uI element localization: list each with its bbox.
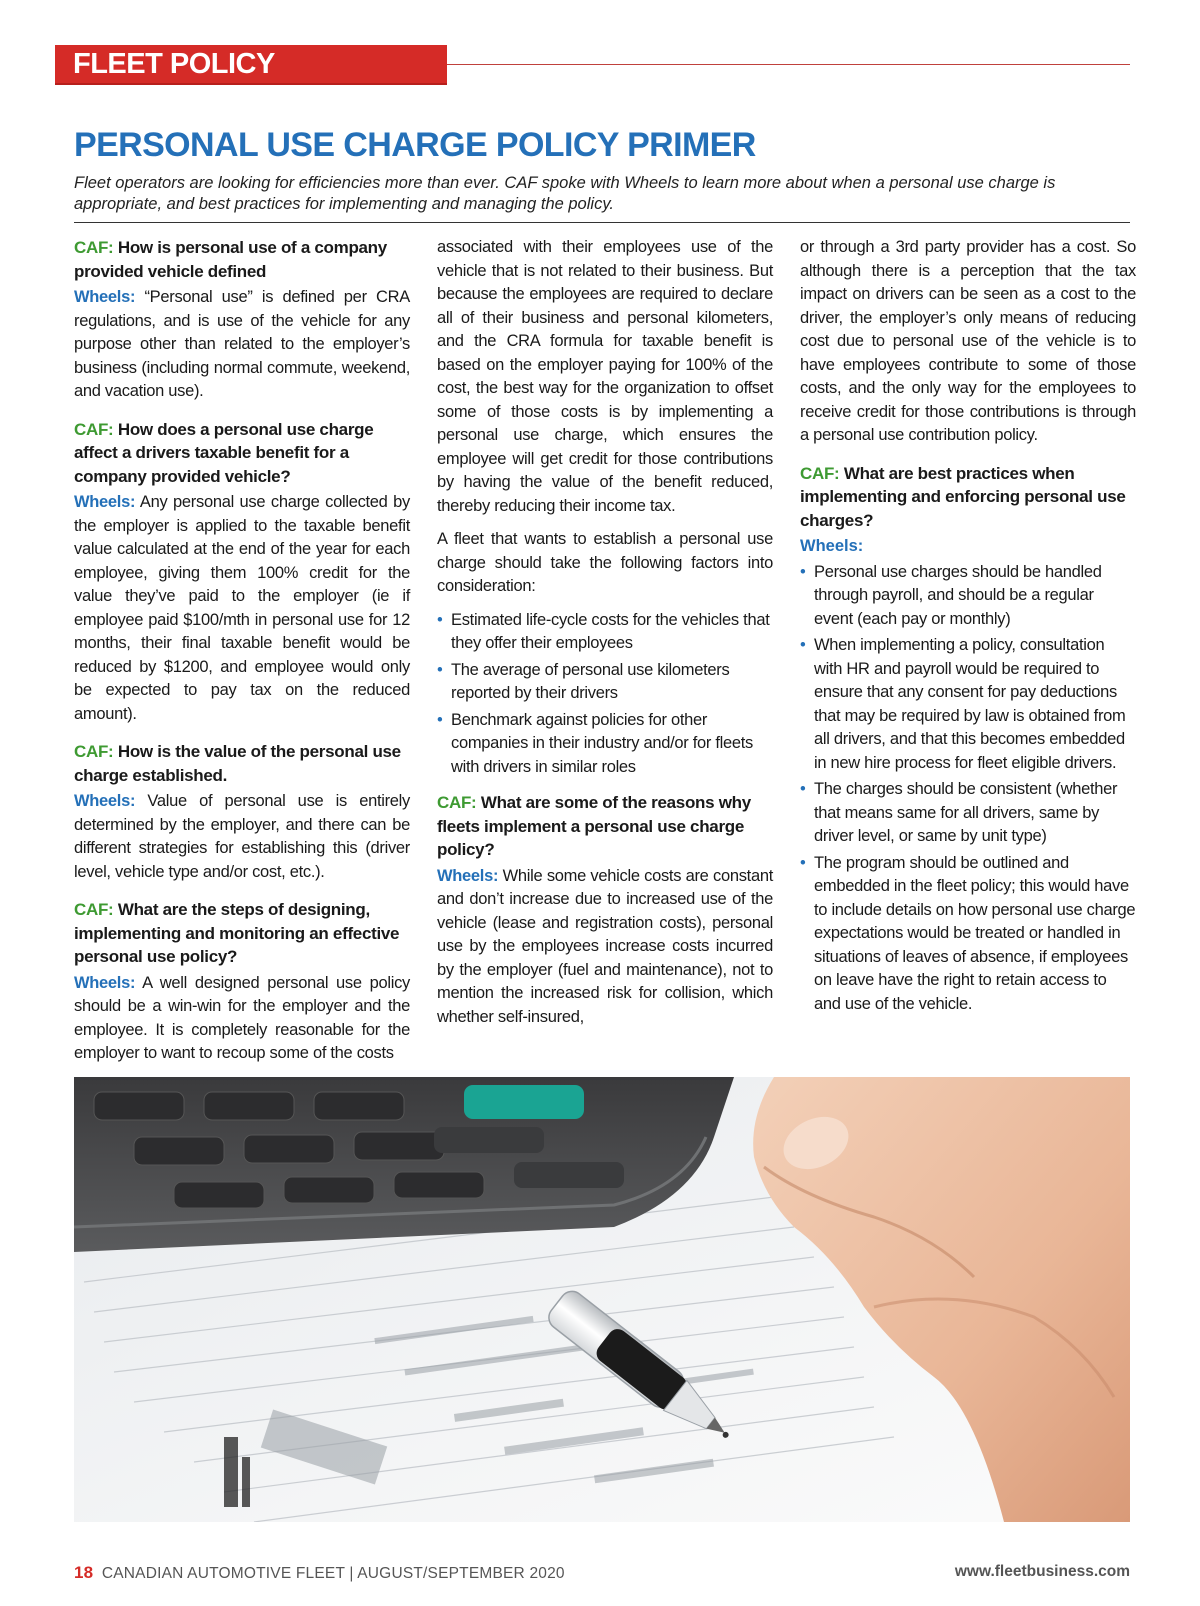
caf-tag: CAF:	[74, 900, 114, 919]
footer-publication	[74, 1563, 565, 1583]
question	[74, 418, 410, 489]
question-text: What are some of the reasons why fleets implement a personal use charge policy?	[437, 793, 751, 859]
question	[437, 791, 773, 862]
list-item	[437, 659, 773, 706]
caf-tag: CAF:	[74, 742, 114, 761]
column-1	[74, 236, 410, 1080]
list-item-text: The program should be outlined and embedded in the fleet policy; this would have to include details on how personal use charge expectations would be treated or handled in situations of leaves of absence, if employees on leave have the right to retain access to and use of the vehicle.	[814, 853, 1136, 1013]
list-item-text: The average of personal use kilometers reported by their drivers	[451, 660, 730, 702]
column-3	[800, 236, 1136, 1028]
list-item	[800, 634, 1136, 775]
question-text: How does a personal use charge affect a drivers taxable benefit for a company provided vehicle?	[74, 419, 374, 486]
wheels-tag: Wheels:	[74, 493, 136, 511]
bullet-icon: •	[800, 636, 806, 654]
answer	[74, 491, 410, 726]
caf-tag: CAF:	[74, 419, 114, 439]
answer	[74, 286, 410, 404]
caf-tag: CAF:	[800, 463, 840, 483]
wheels-tag: Wheels:	[74, 288, 136, 306]
factors-list	[437, 609, 773, 780]
list-item	[800, 852, 1136, 1017]
bullet-icon: •	[800, 853, 806, 872]
body-paragraph: associated with their employees use of the vehicle that is not related to their business. But because the employees are required to declare all of their business and personal kilometers, and the CRA formula for taxable benefit is based on the employer paying for 100% of the cost, the best way for the organization to offset some of those costs is by implementing a personal use charge, which ensures the employee will get credit for those contributions by having the value of the benefit reduced, thereby reducing their income tax.	[437, 238, 773, 515]
body-paragraph: A fleet that wants to establish a personal use charge should take the following factors into consideration:	[437, 530, 773, 595]
publication-name: CANADIAN AUTOMOTIVE FLEET	[101, 1565, 345, 1582]
answer-text: Value of personal use is entirely determined by the employer, and there can be different strategies for establishing this (driver level, vehicle type and/or cost, etc.).	[74, 792, 410, 881]
list-item	[800, 778, 1136, 849]
calculator-and-pen-illustration	[74, 1077, 1130, 1522]
list-item	[437, 609, 773, 656]
answer-label	[800, 535, 1136, 559]
deck-divider	[74, 222, 1130, 223]
wheels-tag: Wheels:	[74, 973, 136, 992]
issue-date: AUGUST/SEPTEMBER 2020	[357, 1565, 565, 1582]
page-number: 18	[74, 1563, 94, 1582]
caf-tag: CAF:	[437, 793, 477, 812]
bullet-icon: •	[437, 710, 443, 729]
question-text: What are the steps of designing, implementing and monitoring an effective personal use policy?	[74, 900, 400, 966]
list-item-text: The charges should be consistent (whether that means same for all drivers, same by driver level, or same by unit type)	[814, 780, 1118, 845]
caf-tag: CAF:	[74, 238, 114, 257]
answer-text: A well designed personal use policy should be a win-win for the employer and the employee. It is completely reasonable for the employer to want to recoup some of the costs	[74, 973, 410, 1062]
bullet-icon: •	[437, 660, 443, 679]
question	[74, 740, 410, 787]
answer	[437, 865, 773, 1030]
list-item-text: When implementing a policy, consultation with HR and payroll would be required to ensure that any consent for pay deductions that may be required by law is obtained from all drivers, and that this becomes embedded in new hire process for fleet eligible drivers.	[814, 636, 1126, 772]
bullet-icon: •	[800, 780, 806, 798]
question	[74, 898, 410, 969]
answer	[74, 790, 410, 884]
tax-form-photo	[74, 1077, 1130, 1522]
practices-list	[800, 561, 1136, 1017]
wheels-tag: Wheels:	[800, 537, 864, 555]
answer-text: “Personal use” is defined per CRA regulations, and is use of the vehicle for any purpose other than related to the employer’s business (including normal commute, weekend, and vacation use).	[74, 288, 410, 400]
wheels-tag: Wheels:	[437, 866, 499, 885]
section-label: FLEET POLICY	[73, 48, 275, 80]
section-banner	[55, 45, 447, 85]
article-deck: Fleet operators are looking for efficiencies more than ever. CAF spoke with Wheels to learn more about when a personal use charge is appropriate, and best practices for implementing and managing the policy.	[74, 174, 1056, 213]
list-item-text: Estimated life-cycle costs for the vehicles that they offer their employees	[451, 610, 770, 652]
bullet-icon: •	[437, 610, 443, 629]
section-divider	[447, 64, 1130, 65]
list-item	[800, 561, 1136, 632]
question	[800, 462, 1136, 533]
answer-text: While some vehicle costs are constant and don’t increase due to increased use of the vehicle (lease and registration costs), personal use by the employees increase costs incurred by the employer (fuel and maintenance), not to mention the increased risk for collision, which whether self-insured,	[437, 866, 773, 1026]
list-item-text: Personal use charges should be handled through payroll, and should be a regular event (each pay or monthly)	[814, 562, 1102, 628]
footer-separator: |	[349, 1565, 354, 1582]
website-link[interactable]: www.fleetbusiness.com	[954, 1563, 1130, 1580]
answer	[74, 972, 410, 1066]
article-headline: PERSONAL USE CHARGE POLICY PRIMER	[74, 126, 756, 164]
question-text: What are best practices when implementing and enforcing personal use charges?	[800, 463, 1126, 530]
body-paragraph: or through a 3rd party provider has a cost. So although there is a perception that the tax impact on drivers can be seen as a cost to the driver, the employer’s only means of reducing cost due to personal use of the vehicle is to have employees contribute to some of those costs, and the only way for the employees to receive credit for those contributions is through a personal use contribution policy.	[800, 238, 1136, 444]
list-item	[437, 709, 773, 780]
column-2	[437, 236, 773, 1043]
answer-text: Any personal use charge collected by the employer is applied to the taxable benefit value calculated at the end of the year for each employee, giving them 100% credit for the value they’ve paid to the employer (ie if employee paid $100/mth in personal use for 12 months, their final taxable benefit would be reduced by $1200, and employee would only be expected to pay tax on the reduced amount).	[74, 493, 411, 723]
question-text: How is the value of the personal use charge established.	[74, 742, 401, 785]
wheels-tag: Wheels:	[74, 792, 136, 810]
bullet-icon: •	[800, 562, 806, 581]
question-text: How is personal use of a company provided vehicle defined	[74, 238, 387, 281]
list-item-text: Benchmark against policies for other companies in their industry and/or for fleets with drivers in similar roles	[451, 710, 753, 776]
question	[74, 236, 410, 283]
